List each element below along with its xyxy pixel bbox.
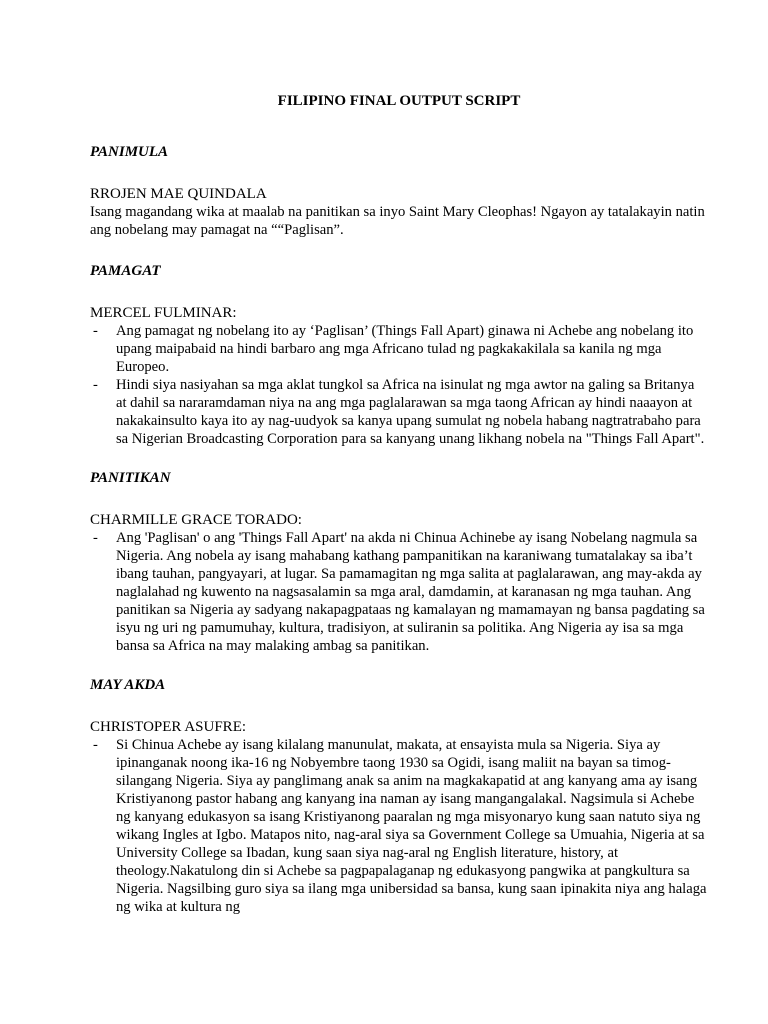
- section-heading: PANIMULA: [90, 144, 169, 160]
- dash-bullet: -: [93, 323, 98, 339]
- bullet-list: [90, 529, 708, 655]
- bullet-item: [90, 736, 708, 916]
- speaker-name: CHARMILLE GRACE TORADO:: [90, 512, 302, 528]
- section-panimula: [90, 144, 708, 239]
- bullet-text: Ang pamagat ng nobelang ito ay ‘Paglisan’ (Things Fall Apart) ginawa ni Achebe ang nobelang ito upang maipabaid na hindi barbaro ang mga Africano tulad ng pagkakakilala sa kanila ng mga Europeo.: [116, 323, 694, 375]
- dash-bullet: -: [93, 377, 98, 393]
- section-heading: MAY AKDA: [90, 677, 166, 693]
- section-heading: PANITIKAN: [90, 470, 171, 486]
- bullet-text: Hindi siya nasiyahan sa mga aklat tungkol sa Africa na isinulat ng mga awtor na galing sa Britanya at dahil sa nararamdaman niya na ang mga paglalarawan sa mga taong African ay hindi naaayon at nakakainsulto kaya ito ay nag-uudyok sa kanya upang sumulat ng nobela habang nagtratrabaho para sa Nigerian Broadcasting Corporation para sa kanyang unang likhang nobela na "Things Fall Apart".: [116, 377, 705, 447]
- section-panitikan: [90, 470, 708, 655]
- section-heading: PAMAGAT: [90, 263, 161, 279]
- bullet-list: [90, 322, 708, 448]
- speaker-name: RROJEN MAE QUINDALA: [90, 186, 267, 202]
- bullet-item: [90, 376, 708, 448]
- bullet-item: [90, 322, 708, 376]
- dash-bullet: -: [93, 530, 98, 546]
- dash-bullet: -: [93, 737, 98, 753]
- document-title: FILIPINO FINAL OUTPUT SCRIPT: [277, 93, 521, 109]
- bullet-text: Si Chinua Achebe ay isang kilalang manunulat, makata, at ensayista mula sa Nigeria. Siya ay ipinanganak noong ika-16 ng Nobyembre taong 1930 sa Ogidi, isang maliit na bayan sa timog-silangang Nigeria. Siya ay panglimang anak sa anim na magkakapatid at ang kanyang ama ay isang Kristiyanong pastor habang ang kanyang ina naman ay isang mangangalakal. Nagsimula si Achebe ng kanyang edukasyon sa isang Kristiyanong paaralan ng mga misyonaryo kung saan natuto siya ng wikang Ingles at Igbo. Matapos nito, nag-aral siya sa Government College sa Umuahia, Nigeria at sa University College sa Ibadan, kung saan siya nag-aral ng English literature, history, at theology.Nakatulong din si Achebe sa pagpapalaganap ng edukasyong pangwika at pangkultura sa Nigeria. Nagsilbing guro siya sa ilang mga unibersidad sa bansa, kung saan ipinakita niya ang halaga ng wika at kultura ng: [116, 737, 707, 915]
- bullet-text: Ang 'Paglisan' o ang 'Things Fall Apart' na akda ni Chinua Achinebe ay isang Nobelang nagmula sa Nigeria. Ang nobela ay isang mahabang kathang pampanitikan na karaniwang tumatalakay sa iba’t ibang tauhan, pangyayari, at lugar. Sa pamamagitan ng mga salita at paglalarawan, ang may-akda ay naglalahad ng kuwento na nagsasalamin sa mga aral, damdamin, at karanasan ng mga tauhan. Ang panitikan sa Nigeria ay sadyang nakapagpataas ng kamalayan ng mamamayan ng bansa pagdating sa isyu ng uri ng pamumuhay, kultura, tradisiyon, at suliranin sa politika. Ang Nigeria ay isa sa mga bansa sa Africa na may malaking ambag sa panitikan.: [116, 530, 705, 654]
- section-paragraph: Isang magandang wika at maalab na panitikan sa inyo Saint Mary Cleophas! Ngayon ay tatalakayin natin ang nobelang may pamagat na ““Paglisan”.: [90, 204, 705, 238]
- bullet-item: [90, 529, 708, 655]
- bullet-list: [90, 736, 708, 916]
- speaker-name: MERCEL FULMINAR:: [90, 305, 237, 321]
- section-pamagat: [90, 263, 708, 448]
- speaker-name: CHRISTOPER ASUFRE:: [90, 719, 247, 735]
- section-may-akda: [90, 677, 708, 916]
